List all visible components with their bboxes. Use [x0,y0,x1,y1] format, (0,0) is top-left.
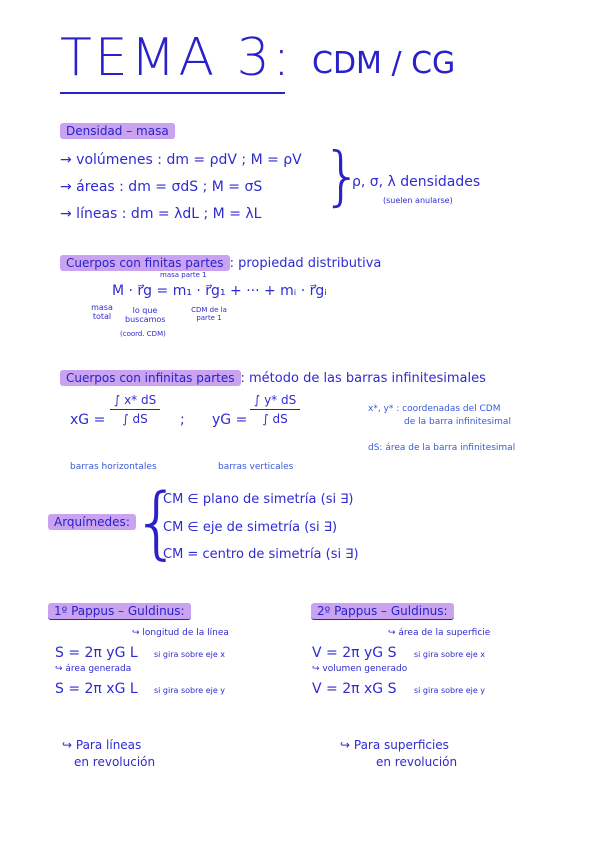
densidad-brace: } [322,140,363,214]
densidad-line-lineas: → líneas : dm = λdL ; M = λL [60,206,262,222]
page-subtitle: CDM / CG [312,46,456,81]
xg-numerator: ∫ x* dS [110,393,160,410]
pappus2-ann-top: ↪ área de la superficie [388,628,491,638]
pappus1-eq2: S = 2π xG L [55,681,138,697]
finitas-ann-masa-parte: masa parte 1 [160,271,207,279]
densidad-side-sub: (suelen anularse) [383,196,453,205]
pappus1-footer2: en revolución [74,755,156,769]
infinitas-note2: dS: área de la barra infinitesimal [368,443,516,453]
infinitas-note1: x*, y* : coordenadas del CDM [368,404,501,414]
arquimedes-brace: { [132,478,182,568]
pappus2-ann-mid: ↪ volumen generado [312,664,408,674]
title-underline [60,92,285,94]
xg-denominator: ∫ dS [122,412,148,426]
yg-fraction [250,393,300,426]
finitas-rest: : propiedad distributiva [229,256,382,271]
finitas-ann-masa-total: masa total [91,303,113,321]
infinitas-rest: : método de las barras infinitesimales [240,371,486,386]
pappus1-heading: 1º Pappus – Guldinus: [48,603,191,620]
pappus1-footer1: ↪ Para líneas [62,738,142,752]
pappus1-eq1-note: si gira sobre eje x [154,650,226,659]
pappus2-footer2: en revolución [376,755,458,769]
pappus2-eq2-note: si gira sobre eje y [414,686,486,695]
xg-lhs: xG = [70,412,106,428]
infinitas-heading-row [60,367,486,386]
densidad-line-areas: → áreas : dm = σdS ; M = σS [60,179,263,195]
barras-verticales: barras verticales [218,462,294,472]
pappus1-eq1: S = 2π yG L [55,645,138,661]
pappus2-eq2: V = 2π xG S [312,681,397,697]
pappus2-eq1-note: si gira sobre eje x [414,650,486,659]
pappus1-eq2-note: si gira sobre eje y [154,686,226,695]
arquimedes-line-eje: CM ∈ eje de simetría (si ∃) [163,520,338,535]
arquimedes-line-plano: CM ∈ plano de simetría (si ∃) [163,492,354,507]
densidad-side-note: ρ, σ, λ densidades [352,174,481,190]
finitas-ann-coord: (coord. CDM) [120,330,166,338]
pappus1-ann-mid: ↪ área generada [55,664,132,674]
densidad-heading: Densidad – masa [60,123,175,139]
yg-lhs: yG = [212,412,248,428]
finitas-heading-row [60,252,381,271]
page-title: TEMA 3: [60,28,294,88]
pappus2-footer1: ↪ Para superficies [340,738,449,752]
barras-horizontales: barras horizontales [70,462,157,472]
finitas-ann-lo-que: lo que buscamos [125,306,166,324]
infinitas-heading: Cuerpos con infinitas partes [60,370,241,386]
finitas-ann-cdm-parte: CDM de la parte 1 [191,306,227,322]
xg-fraction [110,393,160,426]
yg-numerator: ∫ y* dS [250,393,300,410]
arquimedes-line-centro: CM = centro de simetría (si ∃) [163,547,359,562]
finitas-formula: M · r⃗g = m₁ · r⃗g₁ + ··· + mᵢ · r⃗gᵢ [112,283,327,299]
arquimedes-heading: Arquímedes: [48,514,136,530]
pappus2-eq1: V = 2π yG S [312,645,397,661]
infinitas-note1b: de la barra infinitesimal [404,417,511,427]
densidad-line-volumenes: → volúmenes : dm = ρdV ; M = ρV [60,152,302,168]
finitas-heading: Cuerpos con finitas partes [60,255,230,271]
formula-separator: ; [180,412,185,428]
pappus1-ann-top: ↪ longitud de la línea [132,628,229,638]
yg-denominator: ∫ dS [262,412,288,426]
pappus2-heading: 2º Pappus – Guldinus: [311,603,454,620]
